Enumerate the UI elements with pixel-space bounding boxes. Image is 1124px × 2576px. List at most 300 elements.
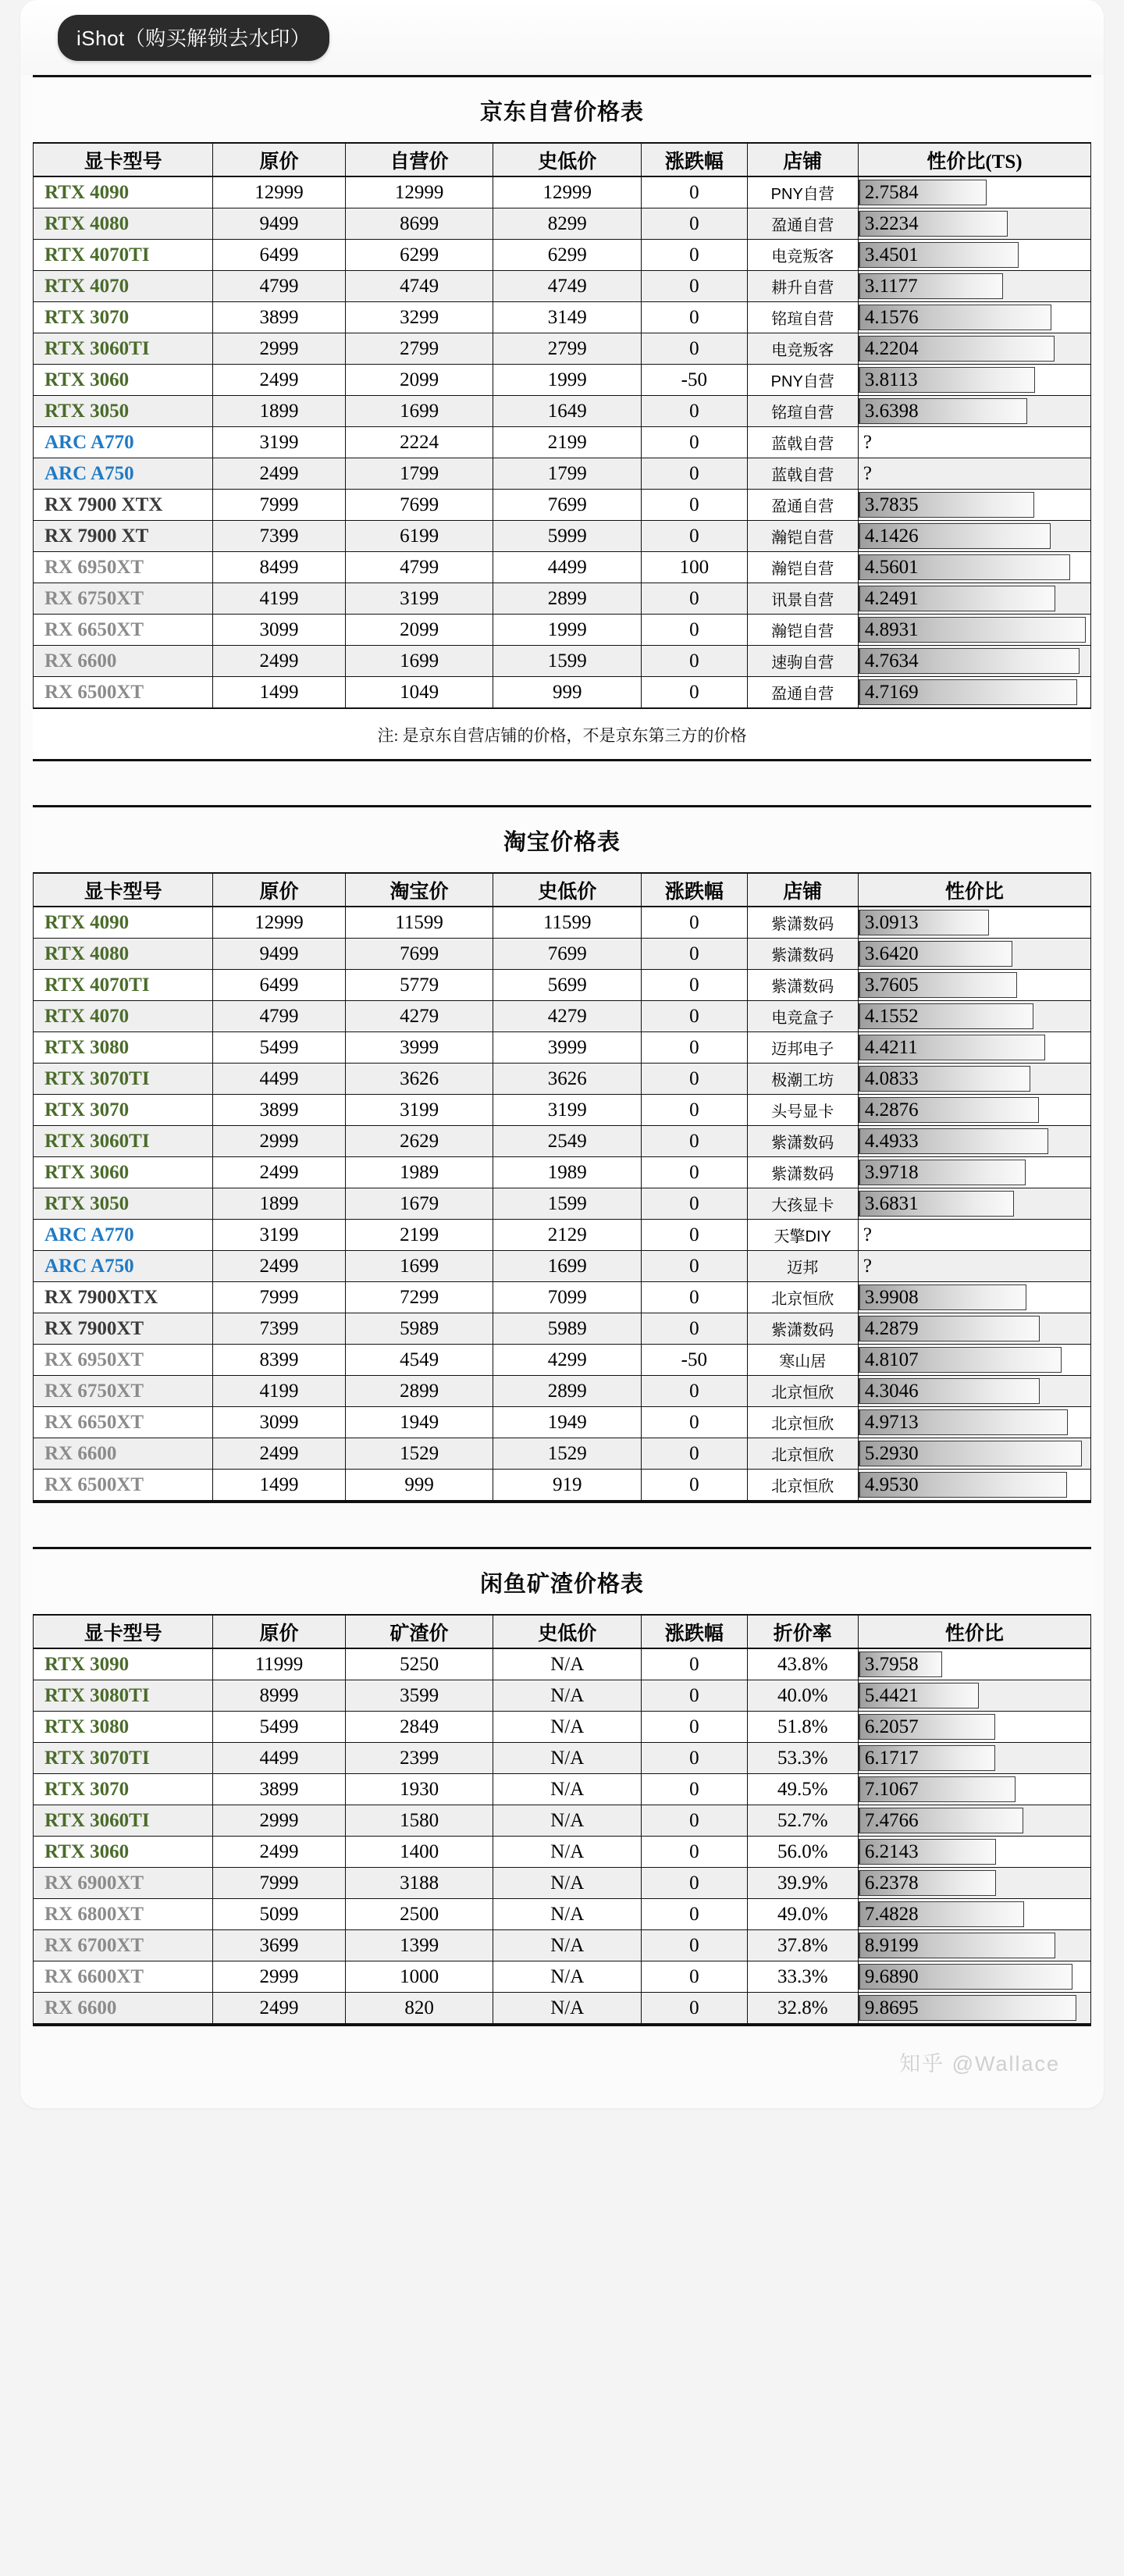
original-price-cell: 3099	[213, 615, 345, 646]
value-ratio-cell	[858, 1282, 1090, 1313]
gpu-model-cell: RX 6800XT	[34, 1899, 213, 1930]
value-ratio-label: 4.1426	[864, 526, 919, 547]
price-change-cell: 0	[642, 1313, 748, 1345]
shop-name-cell: 电竞叛客	[747, 240, 858, 271]
table-header-row	[34, 143, 1091, 176]
value-ratio-label: 4.1576	[864, 307, 919, 328]
original-price-cell: 3199	[213, 427, 345, 458]
table-row[interactable]	[34, 458, 1091, 490]
value-ratio-label: 3.7958	[864, 1654, 919, 1675]
historic-low-cell: 2199	[493, 427, 642, 458]
value-ratio-label: 4.7634	[864, 650, 919, 672]
original-price-cell: 5499	[213, 1032, 345, 1064]
price-change-cell: 0	[642, 1032, 748, 1064]
price-change-cell: 0	[642, 1282, 748, 1313]
table-title: 淘宝价格表	[33, 807, 1091, 872]
table-row[interactable]	[34, 1251, 1091, 1282]
value-ratio-label: 7.4766	[864, 1810, 919, 1831]
table-row[interactable]	[34, 302, 1091, 333]
value-ratio-cell	[858, 521, 1090, 552]
price-change-cell: 0	[642, 646, 748, 677]
table-header-row	[34, 873, 1091, 907]
gpu-model-cell: RTX 3080TI	[34, 1680, 213, 1712]
historic-low-cell: 4299	[493, 1345, 642, 1376]
value-ratio-label: ?	[863, 1256, 872, 1277]
table-row[interactable]	[34, 1345, 1091, 1376]
shop-name-cell: 盈通自营	[747, 208, 858, 240]
table-row[interactable]	[34, 1743, 1091, 1774]
discount-rate-cell: 51.8%	[747, 1712, 858, 1743]
table-row[interactable]	[34, 1470, 1091, 1501]
shop-name-cell: 寒山居	[747, 1345, 858, 1376]
value-ratio-cell	[858, 240, 1090, 271]
table-row[interactable]	[34, 176, 1091, 208]
table-row[interactable]	[34, 1899, 1091, 1930]
gpu-model-cell: RX 6600XT	[34, 1961, 213, 1993]
gpu-model-cell: RX 6500XT	[34, 677, 213, 708]
value-ratio-cell	[858, 970, 1090, 1001]
table-row[interactable]	[34, 552, 1091, 583]
current-price-cell: 2099	[345, 615, 493, 646]
price-change-cell: 0	[642, 1407, 748, 1438]
table-row[interactable]	[34, 1376, 1091, 1407]
table-row[interactable]	[34, 1282, 1091, 1313]
current-price-cell: 3188	[345, 1868, 493, 1899]
current-price-cell: 1799	[345, 458, 493, 490]
original-price-cell: 4199	[213, 1376, 345, 1407]
original-price-cell: 12999	[213, 907, 345, 939]
discount-rate-cell: 52.7%	[747, 1805, 858, 1837]
shop-name-cell: 迈邦	[747, 1251, 858, 1282]
table-row[interactable]	[34, 240, 1091, 271]
value-ratio-label: 3.2234	[864, 213, 919, 234]
historic-low-cell: N/A	[493, 1680, 642, 1712]
price-change-cell: 0	[642, 1376, 748, 1407]
gpu-model-cell: ARC A770	[34, 1220, 213, 1251]
price-change-cell: 0	[642, 1157, 748, 1188]
table-row[interactable]	[34, 939, 1091, 970]
table-title: 京东自营价格表	[33, 77, 1091, 142]
column-header: 原价	[213, 873, 345, 907]
current-price-cell: 1949	[345, 1407, 493, 1438]
table-row[interactable]	[34, 427, 1091, 458]
value-ratio-cell	[858, 176, 1090, 208]
price-change-cell: 0	[642, 333, 748, 365]
historic-low-cell: N/A	[493, 1993, 642, 2024]
historic-low-cell: N/A	[493, 1743, 642, 1774]
price-change-cell: 0	[642, 1648, 748, 1680]
original-price-cell: 12999	[213, 176, 345, 208]
value-ratio-label: 3.7605	[864, 974, 919, 996]
original-price-cell: 1899	[213, 396, 345, 427]
original-price-cell: 3899	[213, 1095, 345, 1126]
original-price-cell: 6499	[213, 970, 345, 1001]
historic-low-cell: 1999	[493, 365, 642, 396]
value-ratio-cell	[858, 552, 1090, 583]
value-ratio-label: 6.1717	[864, 1748, 919, 1769]
price-tables-container	[20, 75, 1104, 2026]
current-price-cell: 1679	[345, 1188, 493, 1220]
gpu-model-cell: RTX 3070	[34, 1095, 213, 1126]
historic-low-cell: N/A	[493, 1868, 642, 1899]
current-price-cell: 1699	[345, 396, 493, 427]
table-row[interactable]	[34, 1001, 1091, 1032]
gpu-model-cell: RTX 3090	[34, 1648, 213, 1680]
historic-low-cell: 6299	[493, 240, 642, 271]
value-ratio-label: 7.4828	[864, 1904, 919, 1925]
table-row[interactable]	[34, 1680, 1091, 1712]
table-row[interactable]	[34, 583, 1091, 615]
historic-low-cell: 2129	[493, 1220, 642, 1251]
shop-name-cell: 铭瑄自营	[747, 396, 858, 427]
original-price-cell: 2499	[213, 458, 345, 490]
price-change-cell: 0	[642, 1743, 748, 1774]
column-header: 涨跌幅	[642, 1615, 748, 1648]
historic-low-cell: 1799	[493, 458, 642, 490]
column-header: 矿渣价	[345, 1615, 493, 1648]
current-price-cell: 4279	[345, 1001, 493, 1032]
value-ratio-cell	[858, 1993, 1090, 2024]
value-ratio-cell	[858, 1868, 1090, 1899]
value-ratio-cell	[858, 271, 1090, 302]
gpu-model-cell: RX 7900 XTX	[34, 490, 213, 521]
value-ratio-label: 4.2879	[864, 1318, 919, 1339]
price-change-cell: 0	[642, 490, 748, 521]
table-row[interactable]	[34, 1095, 1091, 1126]
gpu-model-cell: RTX 3070TI	[34, 1743, 213, 1774]
gpu-model-cell: RX 6750XT	[34, 1376, 213, 1407]
price-change-cell: 0	[642, 939, 748, 970]
column-header: 店铺	[747, 873, 858, 907]
original-price-cell: 2499	[213, 1837, 345, 1868]
table-note: 注: 是京东自营店铺的价格，不是京东第三方的价格	[33, 708, 1091, 759]
value-ratio-label: ?	[863, 463, 872, 484]
value-ratio-label: 3.4501	[864, 244, 919, 265]
price-change-cell: 0	[642, 1680, 748, 1712]
table-row[interactable]	[34, 1774, 1091, 1805]
shop-name-cell: 紫潇数码	[747, 939, 858, 970]
table-row[interactable]	[34, 1157, 1091, 1188]
column-header: 史低价	[493, 143, 642, 176]
gpu-model-cell: RX 7900XTX	[34, 1282, 213, 1313]
historic-low-cell: 1999	[493, 615, 642, 646]
current-price-cell: 1989	[345, 1157, 493, 1188]
gpu-model-cell: RTX 4070TI	[34, 970, 213, 1001]
price-change-cell: 0	[642, 302, 748, 333]
original-price-cell: 3699	[213, 1930, 345, 1961]
original-price-cell: 2499	[213, 365, 345, 396]
value-ratio-cell	[858, 365, 1090, 396]
value-ratio-cell	[858, 1251, 1090, 1282]
value-ratio-label: 2.7584	[864, 182, 919, 203]
screenshot-card	[20, 0, 1104, 2108]
price-change-cell: 0	[642, 208, 748, 240]
shop-name-cell: PNY自营	[747, 176, 858, 208]
table-row[interactable]	[34, 1930, 1091, 1961]
shop-name-cell: 北京恒欣	[747, 1470, 858, 1501]
value-ratio-cell	[858, 1032, 1090, 1064]
historic-low-cell: N/A	[493, 1805, 642, 1837]
table-row[interactable]	[34, 1837, 1091, 1868]
current-price-cell: 11599	[345, 907, 493, 939]
price-change-cell: 0	[642, 427, 748, 458]
price-change-cell: 0	[642, 970, 748, 1001]
value-ratio-cell	[858, 208, 1090, 240]
value-ratio-cell	[858, 1407, 1090, 1438]
price-change-cell: 0	[642, 1220, 748, 1251]
current-price-cell: 2849	[345, 1712, 493, 1743]
original-price-cell: 2499	[213, 1993, 345, 2024]
price-table-block	[33, 1547, 1091, 2026]
shop-name-cell: 紫潇数码	[747, 907, 858, 939]
discount-rate-cell: 49.5%	[747, 1774, 858, 1805]
value-ratio-cell	[858, 1837, 1090, 1868]
value-ratio-label: 8.9199	[864, 1935, 919, 1956]
gpu-model-cell: RX 6750XT	[34, 583, 213, 615]
price-change-cell: -50	[642, 365, 748, 396]
table-row[interactable]	[34, 970, 1091, 1001]
value-ratio-cell	[858, 939, 1090, 970]
historic-low-cell: 1599	[493, 1188, 642, 1220]
table-row[interactable]	[34, 1313, 1091, 1345]
gpu-model-cell: RTX 4070	[34, 271, 213, 302]
gpu-model-cell: RTX 4080	[34, 208, 213, 240]
historic-low-cell: 7099	[493, 1282, 642, 1313]
value-ratio-label: 4.0833	[864, 1068, 919, 1089]
table-row[interactable]	[34, 1868, 1091, 1899]
historic-low-cell: 919	[493, 1470, 642, 1501]
price-change-cell: 0	[642, 458, 748, 490]
current-price-cell: 3199	[345, 1095, 493, 1126]
current-price-cell: 4749	[345, 271, 493, 302]
value-ratio-label: 4.5601	[864, 557, 919, 578]
value-ratio-label: 3.1177	[864, 276, 918, 297]
discount-rate-cell: 56.0%	[747, 1837, 858, 1868]
value-ratio-label: 5.2930	[864, 1443, 919, 1464]
gpu-model-cell: RTX 4090	[34, 176, 213, 208]
gpu-model-cell: RTX 3070TI	[34, 1064, 213, 1095]
current-price-cell: 4799	[345, 552, 493, 583]
column-header: 显卡型号	[34, 873, 213, 907]
table-row[interactable]	[34, 1032, 1091, 1064]
value-ratio-label: 3.0913	[864, 912, 919, 933]
original-price-cell: 1499	[213, 1470, 345, 1501]
price-table-block	[33, 805, 1091, 1503]
value-ratio-label: 4.7169	[864, 682, 919, 703]
price-change-cell: 0	[642, 396, 748, 427]
shop-name-cell: 迈邦电子	[747, 1032, 858, 1064]
current-price-cell: 999	[345, 1470, 493, 1501]
column-header: 性价比(TS)	[858, 143, 1090, 176]
value-ratio-cell	[858, 1220, 1090, 1251]
price-change-cell: 0	[642, 583, 748, 615]
historic-low-cell: 7699	[493, 939, 642, 970]
value-ratio-cell	[858, 615, 1090, 646]
current-price-cell: 5989	[345, 1313, 493, 1345]
shop-name-cell: 天擎DIY	[747, 1220, 858, 1251]
gpu-model-cell: ARC A750	[34, 458, 213, 490]
value-ratio-label: 6.2057	[864, 1716, 919, 1737]
original-price-cell: 4499	[213, 1064, 345, 1095]
value-ratio-cell	[858, 1157, 1090, 1188]
table-row[interactable]	[34, 208, 1091, 240]
value-ratio-label: ?	[863, 432, 872, 453]
gpu-model-cell: RX 7900 XT	[34, 521, 213, 552]
gpu-model-cell: RTX 3080	[34, 1032, 213, 1064]
table-row[interactable]	[34, 271, 1091, 302]
ishot-watermark-badge[interactable]: iShot（购买解锁去水印）	[58, 15, 329, 61]
value-ratio-label: 4.4211	[864, 1037, 918, 1058]
gpu-model-cell: RX 6700XT	[34, 1930, 213, 1961]
value-ratio-cell	[858, 1961, 1090, 1993]
value-ratio-label: 3.6420	[864, 943, 919, 964]
table-row[interactable]	[34, 1064, 1091, 1095]
historic-low-cell: N/A	[493, 1712, 642, 1743]
historic-low-cell: 2899	[493, 1376, 642, 1407]
shop-name-cell: 电竞叛客	[747, 333, 858, 365]
price-table	[33, 872, 1091, 1501]
price-change-cell: 0	[642, 1712, 748, 1743]
table-row[interactable]	[34, 1188, 1091, 1220]
gpu-model-cell: RTX 4080	[34, 939, 213, 970]
gpu-model-cell: RTX 3060	[34, 365, 213, 396]
value-ratio-cell	[858, 1648, 1090, 1680]
original-price-cell: 3099	[213, 1407, 345, 1438]
current-price-cell: 2899	[345, 1376, 493, 1407]
current-price-cell: 1699	[345, 646, 493, 677]
value-ratio-label: 4.2491	[864, 588, 919, 609]
historic-low-cell: 12999	[493, 176, 642, 208]
table-row[interactable]	[34, 365, 1091, 396]
table-row[interactable]	[34, 396, 1091, 427]
shop-name-cell: 速驹自营	[747, 646, 858, 677]
gpu-model-cell: RX 6500XT	[34, 1470, 213, 1501]
shop-name-cell: 北京恒欣	[747, 1438, 858, 1470]
price-table	[33, 1614, 1091, 2024]
value-ratio-label: 4.8931	[864, 619, 919, 640]
price-change-cell: 0	[642, 271, 748, 302]
original-price-cell: 2499	[213, 646, 345, 677]
column-header: 涨跌幅	[642, 143, 748, 176]
table-row[interactable]	[34, 1961, 1091, 1993]
value-ratio-cell	[858, 907, 1090, 939]
discount-rate-cell: 33.3%	[747, 1961, 858, 1993]
value-ratio-cell	[858, 1376, 1090, 1407]
gpu-model-cell: RTX 4070TI	[34, 240, 213, 271]
shop-name-cell: 铭瑄自营	[747, 302, 858, 333]
value-ratio-cell	[858, 458, 1090, 490]
value-ratio-cell	[858, 1774, 1090, 1805]
original-price-cell: 1499	[213, 677, 345, 708]
value-ratio-label: 3.7835	[864, 494, 919, 515]
current-price-cell: 1930	[345, 1774, 493, 1805]
price-change-cell: 0	[642, 1837, 748, 1868]
column-header: 显卡型号	[34, 1615, 213, 1648]
price-change-cell: 0	[642, 1805, 748, 1837]
shop-name-cell: 北京恒欣	[747, 1407, 858, 1438]
original-price-cell: 4199	[213, 583, 345, 615]
table-row[interactable]	[34, 1805, 1091, 1837]
historic-low-cell: 2899	[493, 583, 642, 615]
table-row[interactable]	[34, 333, 1091, 365]
table-row[interactable]	[34, 615, 1091, 646]
value-ratio-label: 4.9530	[864, 1474, 919, 1495]
current-price-cell: 1399	[345, 1930, 493, 1961]
historic-low-cell: 7699	[493, 490, 642, 521]
current-price-cell: 12999	[345, 176, 493, 208]
historic-low-cell: 1989	[493, 1157, 642, 1188]
shop-name-cell: 讯景自营	[747, 583, 858, 615]
table-row[interactable]	[34, 1993, 1091, 2024]
shop-name-cell: 蓝戟自营	[747, 427, 858, 458]
price-change-cell: 0	[642, 677, 748, 708]
price-change-cell: 0	[642, 1930, 748, 1961]
column-header: 淘宝价	[345, 873, 493, 907]
historic-low-cell: 3999	[493, 1032, 642, 1064]
value-ratio-label: 5.4421	[864, 1685, 919, 1706]
value-ratio-label: 4.2204	[864, 338, 919, 359]
table-row[interactable]	[34, 490, 1091, 521]
table-row[interactable]	[34, 1407, 1091, 1438]
value-ratio-cell	[858, 583, 1090, 615]
shop-name-cell: 极潮工坊	[747, 1064, 858, 1095]
current-price-cell: 3199	[345, 583, 493, 615]
table-row[interactable]	[34, 1126, 1091, 1157]
value-ratio-label: 9.6890	[864, 1966, 919, 1987]
price-change-cell: 0	[642, 1899, 748, 1930]
value-ratio-label: 3.6398	[864, 401, 919, 422]
table-row[interactable]	[34, 1712, 1091, 1743]
value-ratio-cell	[858, 1126, 1090, 1157]
current-price-cell: 1000	[345, 1961, 493, 1993]
footer-credit: 知乎 @Wallace	[899, 2052, 1060, 2075]
original-price-cell: 5099	[213, 1899, 345, 1930]
gpu-model-cell: RTX 3060TI	[34, 1126, 213, 1157]
value-ratio-cell	[858, 1743, 1090, 1774]
table-row[interactable]	[34, 521, 1091, 552]
original-price-cell: 8399	[213, 1345, 345, 1376]
table-row[interactable]	[34, 1220, 1091, 1251]
value-ratio-label: 4.9713	[864, 1412, 919, 1433]
table-row[interactable]	[34, 1648, 1091, 1680]
price-change-cell: 0	[642, 1251, 748, 1282]
historic-low-cell: 3199	[493, 1095, 642, 1126]
current-price-cell: 820	[345, 1993, 493, 2024]
original-price-cell: 4799	[213, 271, 345, 302]
gpu-model-cell: RX 6900XT	[34, 1868, 213, 1899]
value-ratio-cell	[858, 333, 1090, 365]
column-header: 显卡型号	[34, 143, 213, 176]
column-header: 史低价	[493, 873, 642, 907]
current-price-cell: 6199	[345, 521, 493, 552]
value-ratio-cell	[858, 302, 1090, 333]
table-row[interactable]	[34, 646, 1091, 677]
discount-rate-cell: 53.3%	[747, 1743, 858, 1774]
gpu-model-cell: RTX 3070	[34, 1774, 213, 1805]
table-row[interactable]	[34, 677, 1091, 708]
discount-rate-cell: 37.8%	[747, 1930, 858, 1961]
current-price-cell: 2199	[345, 1220, 493, 1251]
table-row[interactable]	[34, 1438, 1091, 1470]
original-price-cell: 3899	[213, 1774, 345, 1805]
table-row[interactable]	[34, 907, 1091, 939]
historic-low-cell: N/A	[493, 1837, 642, 1868]
original-price-cell: 4499	[213, 1743, 345, 1774]
gpu-model-cell: RTX 3060TI	[34, 333, 213, 365]
shop-name-cell: 头号显卡	[747, 1095, 858, 1126]
current-price-cell: 7299	[345, 1282, 493, 1313]
column-header: 涨跌幅	[642, 873, 748, 907]
